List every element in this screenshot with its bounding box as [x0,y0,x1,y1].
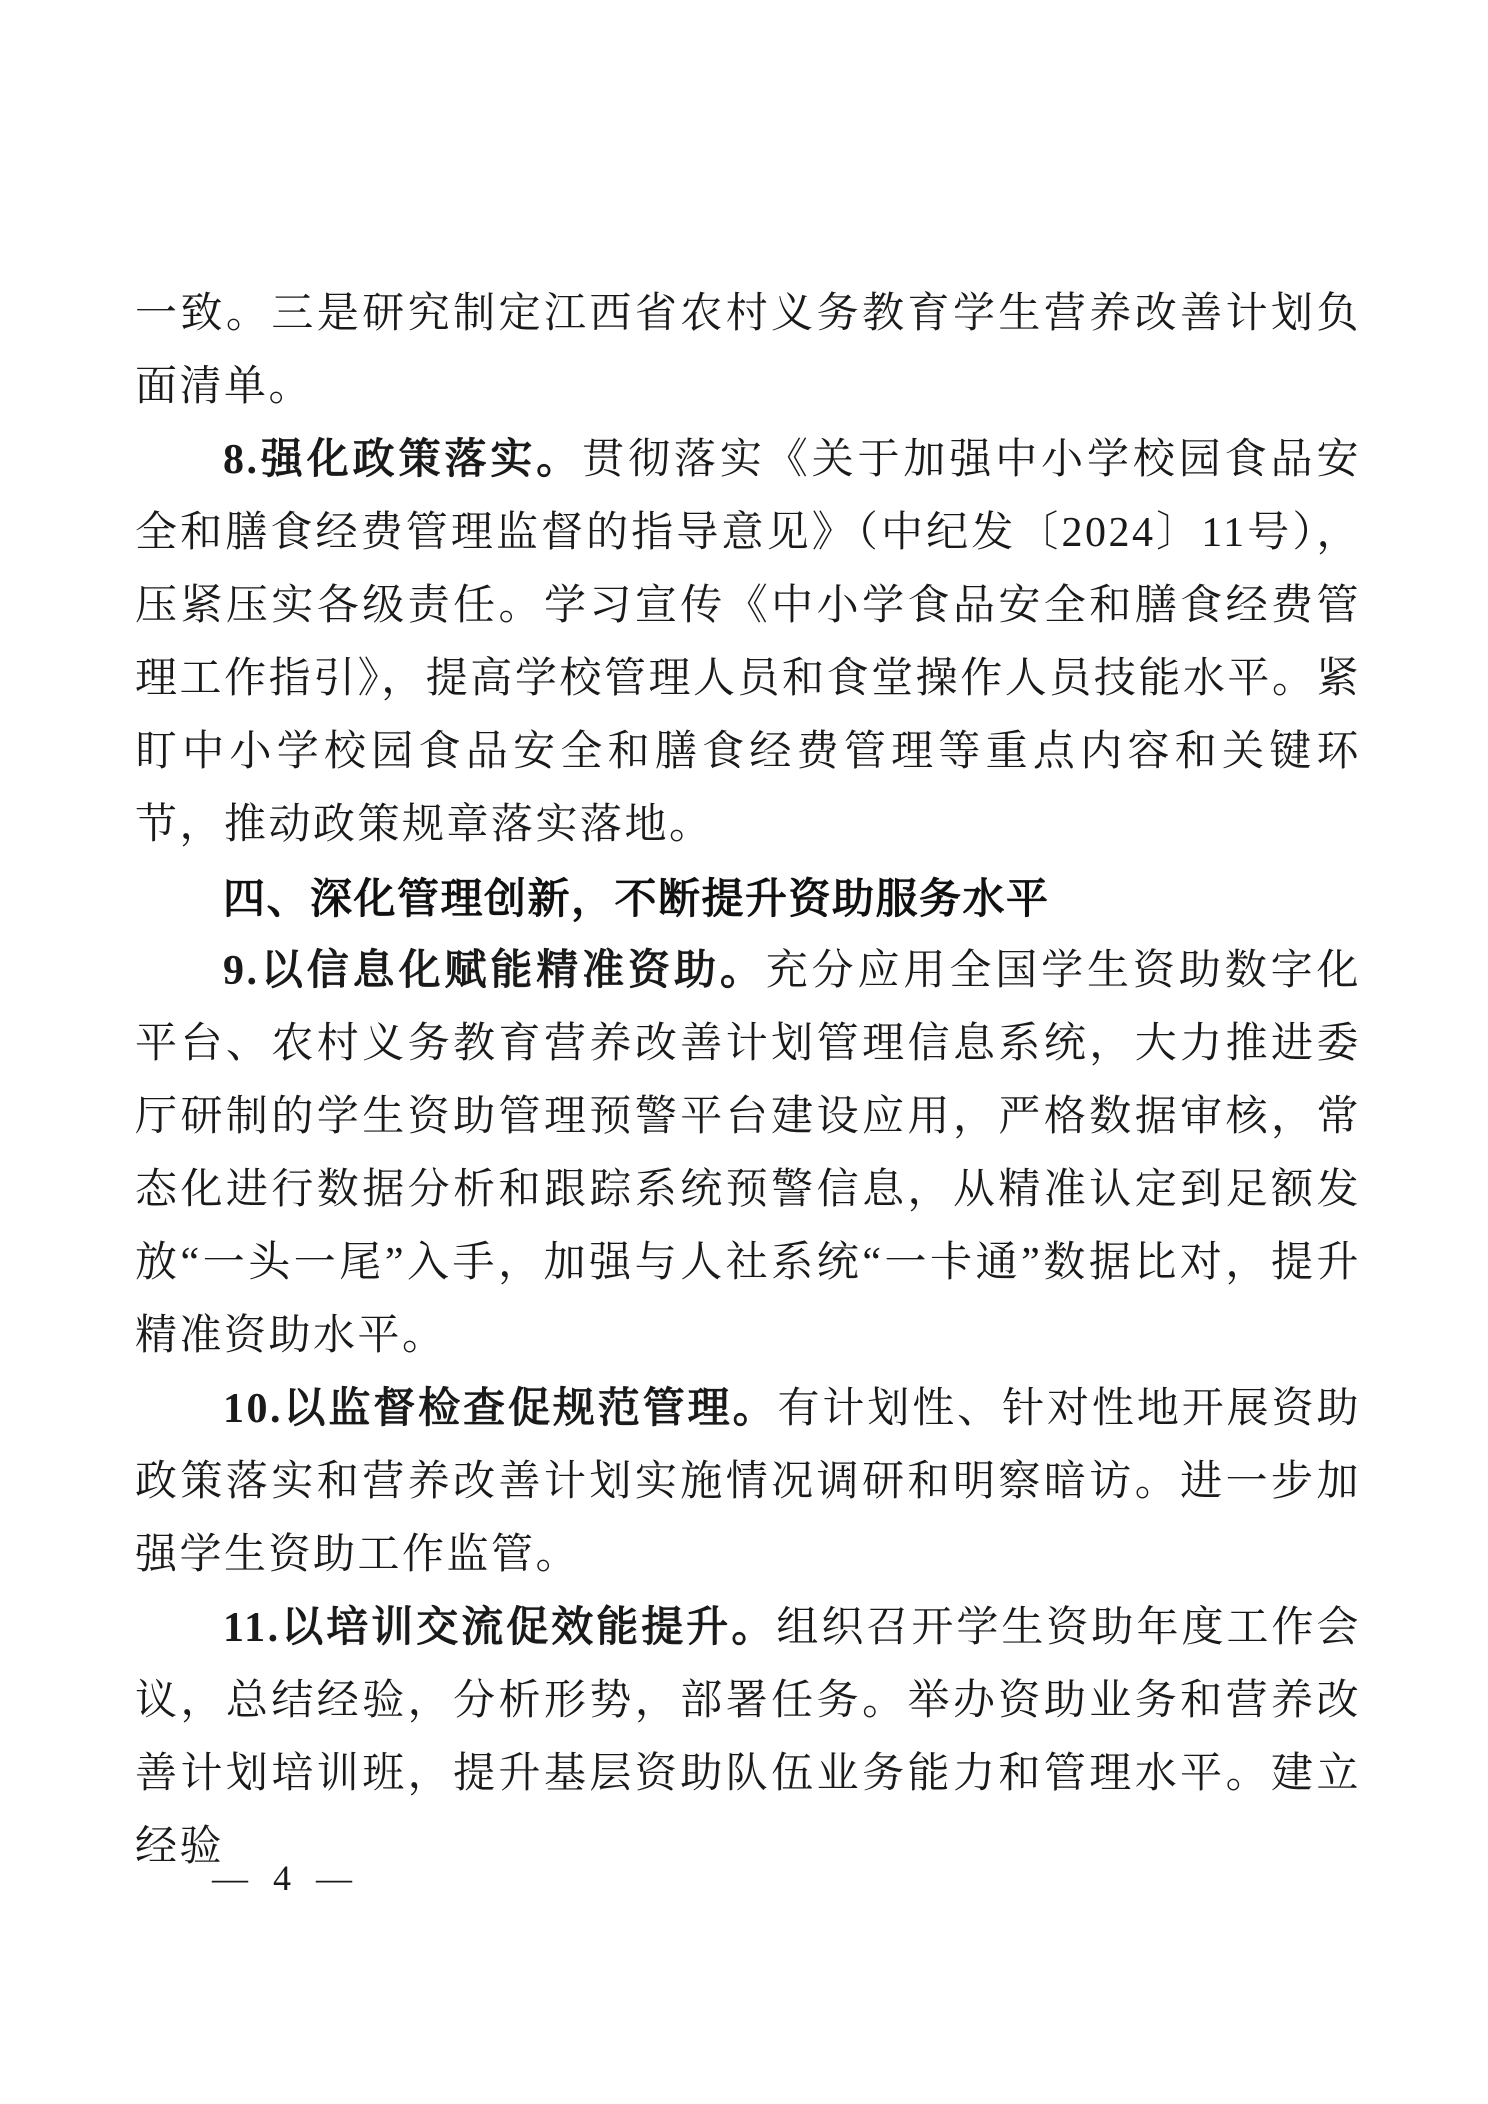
paragraph-text: 一致。三是研究制定江西省农村义务教育学生营养改善计划负面清单。 [135,291,1361,410]
page-footer [212,1856,360,1900]
paragraph-item-9 [135,935,1361,1373]
paragraph-item-8 [135,424,1361,862]
paragraph-lead: 8.强化政策落实。 [223,437,583,483]
paragraph-lead: 10.以监督检查促规范管理。 [223,1386,778,1432]
paragraph-item-11 [135,1592,1361,1884]
paragraph-text: 充分应用全国学生资助数字化平台、农村义务教育营养改善计划管理信息系统，大力推进委厅研制的学生资助管理预警平台建设应用，严格数据审核，常态化进行数据分析和跟踪系统预警信息，从精准认定到足额发放“一头一尾”入手，加强与人社系统“一卡通”数据比对，提升精准资助水平。 [135,948,1361,1359]
document-body [135,278,1361,1884]
paragraph-text: 贯彻落实《关于加强中小学校园食品安全和膳食经费管理监督的指导意见》（中纪发〔2024〕11号），压紧压实各级责任。学习宣传《中小学食品安全和膳食经费管理工作指引》，提高学校管理人员和食堂操作人员技能水平。紧盯中小学校园食品安全和膳食经费管理等重点内容和关键环节，推动政策规章落实落地。 [135,437,1361,848]
paragraph-item-10 [135,1373,1361,1592]
paragraph-lead: 11.以培训交流促效能提升。 [223,1605,777,1651]
paragraph-text: 组织召开学生资助年度工作会议，总结经验，分析形势，部署任务。举办资助业务和营养改善计划培训班，提升基层资助队伍业务能力和管理水平。建立经验 [135,1605,1361,1870]
section-heading: 四、深化管理创新，不断提升资助服务水平 [223,875,1050,922]
paragraph-continuation [135,278,1361,424]
page-number: — 4 — [212,1858,360,1898]
paragraph-lead: 9.以信息化赋能精准资助。 [223,948,766,994]
paragraph-text: 有计划性、针对性地开展资助政策落实和营养改善计划实施情况调研和明察暗访。进一步加强学生资助工作监管。 [135,1386,1361,1578]
